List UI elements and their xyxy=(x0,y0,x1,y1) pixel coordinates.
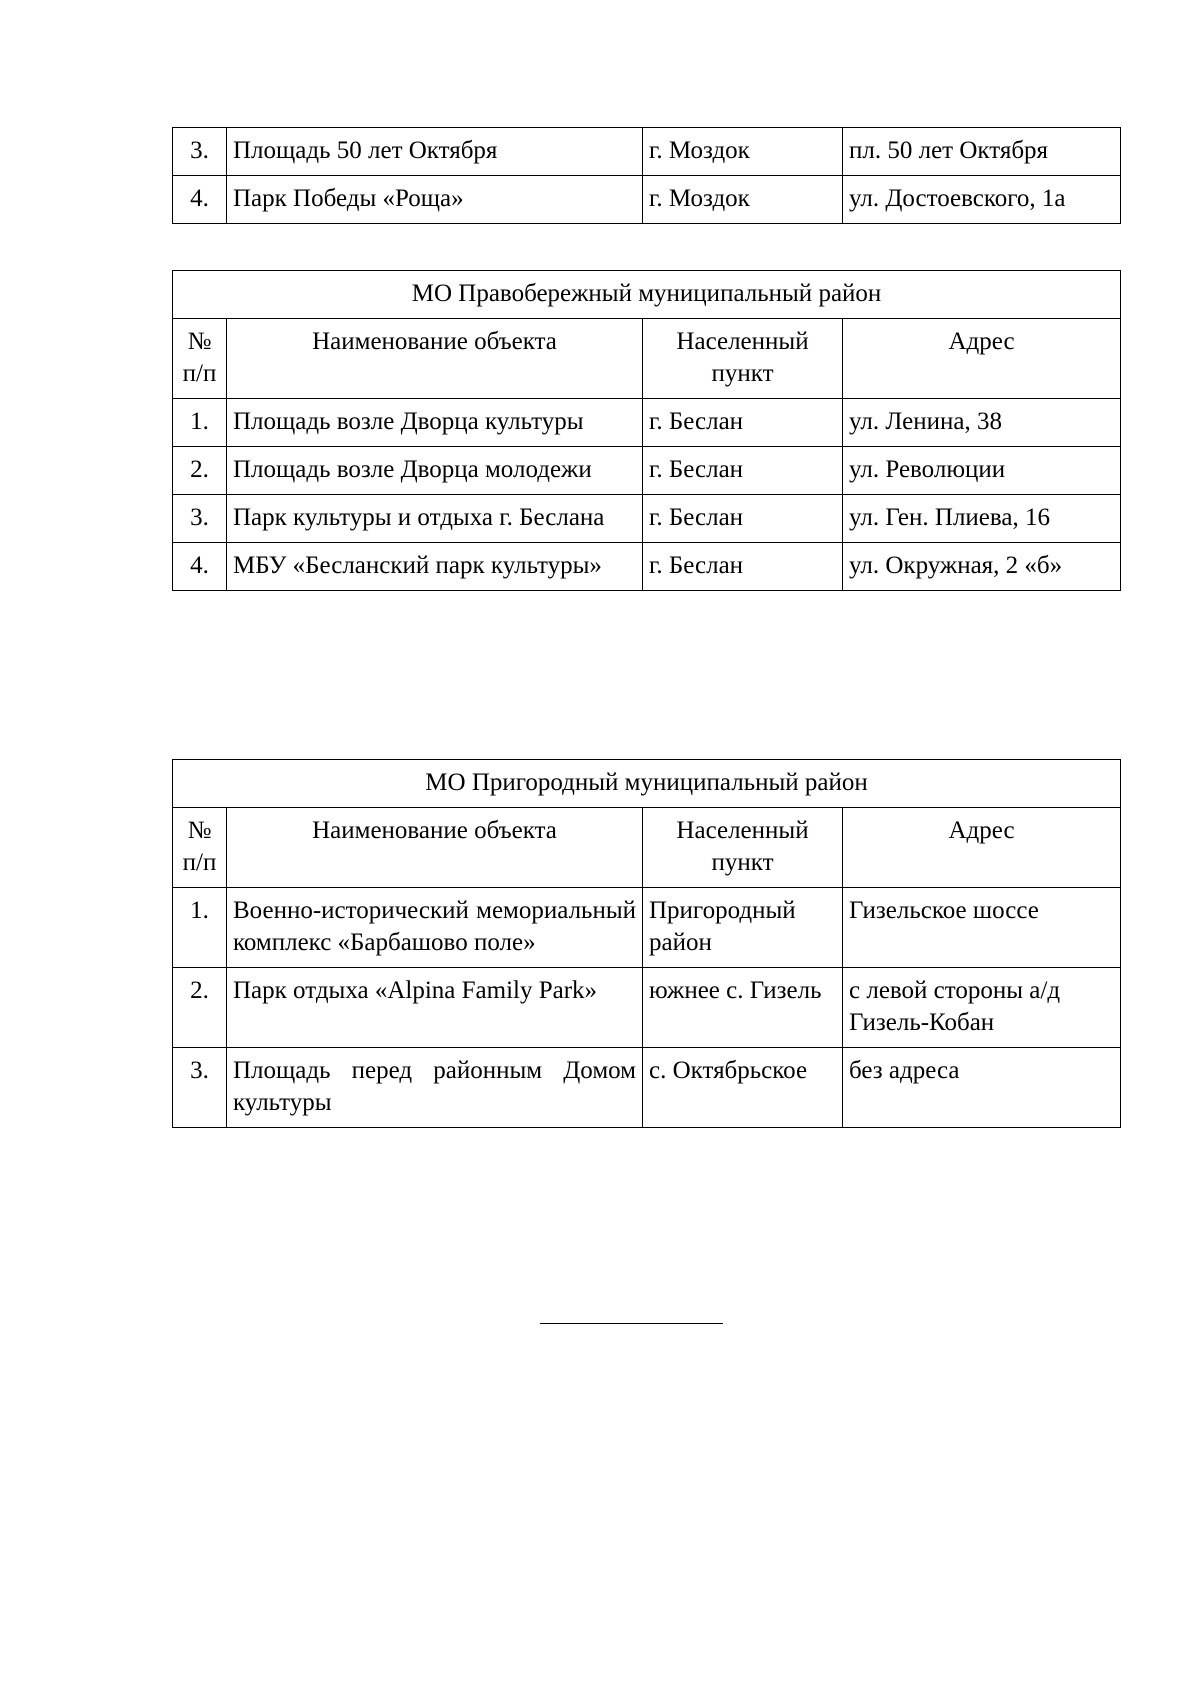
table-header-row xyxy=(173,808,1121,888)
table-title-row xyxy=(173,760,1121,808)
row-number: 3. xyxy=(173,128,227,176)
address: ул. Достоевского, 1а xyxy=(843,176,1121,224)
header-settlement: Населенный пункт xyxy=(643,808,843,888)
settlement: г. Беслан xyxy=(643,495,843,543)
address: без адреса xyxy=(843,1048,1121,1128)
table-row xyxy=(173,543,1121,591)
address: Гизельское шоссе xyxy=(843,888,1121,968)
settlement: г. Беслан xyxy=(643,543,843,591)
settlement: г. Беслан xyxy=(643,399,843,447)
object-name: Парк отдыха «Alpina Family Park» xyxy=(227,968,643,1048)
settlement: южнее с. Гизель xyxy=(643,968,843,1048)
address: ул. Ленина, 38 xyxy=(843,399,1121,447)
header-address: Адрес xyxy=(843,319,1121,399)
row-number: 4. xyxy=(173,543,227,591)
header-address: Адрес xyxy=(843,808,1121,888)
table-row xyxy=(173,888,1121,968)
table-row xyxy=(173,968,1121,1048)
end-of-document-line xyxy=(540,1323,723,1324)
settlement: Пригородный район xyxy=(643,888,843,968)
object-name: Площадь возле Дворца молодежи xyxy=(227,447,643,495)
address: пл. 50 лет Октября xyxy=(843,128,1121,176)
settlement: с. Октябрьское xyxy=(643,1048,843,1128)
header-number: № п/п xyxy=(173,808,227,888)
table-mozdok-continuation xyxy=(172,127,1121,224)
table-row xyxy=(173,128,1121,176)
table-row xyxy=(173,447,1121,495)
table-row xyxy=(173,399,1121,447)
header-settlement: Населенный пункт xyxy=(643,319,843,399)
table-title: МО Пригородный муниципальный район xyxy=(173,760,1121,808)
object-name: Площадь возле Дворца культуры xyxy=(227,399,643,447)
row-number: 2. xyxy=(173,447,227,495)
row-number: 3. xyxy=(173,495,227,543)
object-name: МБУ «Бесланский парк культуры» xyxy=(227,543,643,591)
address: с левой стороны а/д Гизель-Кобан xyxy=(843,968,1121,1048)
object-name: Парк Победы «Роща» xyxy=(227,176,643,224)
object-name: Парк культуры и отдыха г. Беслана xyxy=(227,495,643,543)
settlement: г. Моздок xyxy=(643,176,843,224)
address: ул. Революции xyxy=(843,447,1121,495)
table-row xyxy=(173,495,1121,543)
header-object-name: Наименование объекта xyxy=(227,319,643,399)
row-number: 2. xyxy=(173,968,227,1048)
table-prigorodny xyxy=(172,759,1121,1128)
row-number: 1. xyxy=(173,399,227,447)
object-name: Площадь перед районным Домом культуры xyxy=(227,1048,643,1128)
table-row xyxy=(173,1048,1121,1128)
header-number: № п/п xyxy=(173,319,227,399)
row-number: 3. xyxy=(173,1048,227,1128)
address: ул. Ген. Плиева, 16 xyxy=(843,495,1121,543)
settlement: г. Моздок xyxy=(643,128,843,176)
object-name: Площадь 50 лет Октября xyxy=(227,128,643,176)
table-row xyxy=(173,176,1121,224)
table-title-row xyxy=(173,271,1121,319)
address: ул. Окружная, 2 «б» xyxy=(843,543,1121,591)
table-title: МО Правобережный муниципальный район xyxy=(173,271,1121,319)
header-object-name: Наименование объекта xyxy=(227,808,643,888)
row-number: 1. xyxy=(173,888,227,968)
row-number: 4. xyxy=(173,176,227,224)
object-name: Военно-исторический мемориальный комплекс «Барбашово поле» xyxy=(227,888,643,968)
settlement: г. Беслан xyxy=(643,447,843,495)
table-header-row xyxy=(173,319,1121,399)
table-pravoberezhny xyxy=(172,270,1121,591)
